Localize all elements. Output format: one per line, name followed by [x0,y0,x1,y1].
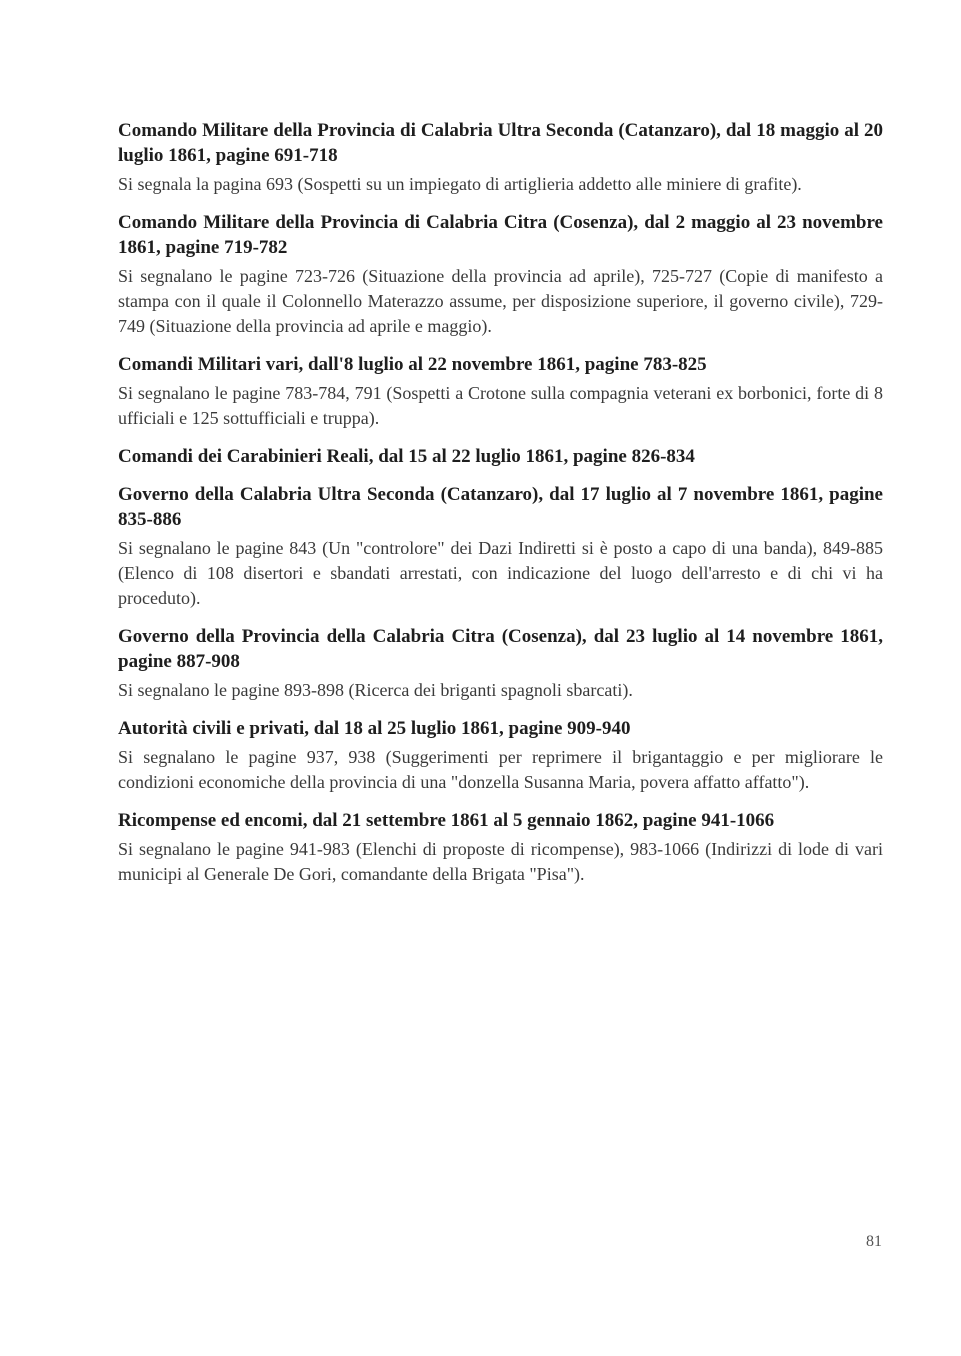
archive-entry [118,118,883,197]
entry-title: Comando Militare della Provincia di Calabria Citra (Cosenza), dal 2 maggio al 23 novembre 1861, pagine 719-782 [118,212,883,258]
archive-entry [118,624,883,703]
archive-entry [118,482,883,611]
entry-description: Si segnalano le pagine 843 (Un "controlore" dei Dazi Indiretti si è posto a capo di una banda), 849-885 (Elenco di 108 disertori e sbandati arrestati, con indicazione del luogo dell'arresto e di chi vi ha proceduto). [118,538,883,608]
entry-description: Si segnala la pagina 693 (Sospetti su un impiegato di artiglieria addetto alle miniere di grafite). [118,174,802,194]
entry-title: Comandi Militari vari, dall'8 luglio al 22 novembre 1861, pagine 783-825 [118,354,707,375]
entry-title: Ricompense ed encomi, dal 21 settembre 1861 al 5 gennaio 1862, pagine 941-1066 [118,810,775,831]
entry-title: Governo della Provincia della Calabria Citra (Cosenza), dal 23 luglio al 14 novembre 1861, pagine 887-908 [118,626,883,672]
archive-entry [118,444,883,469]
archive-entry [118,352,883,431]
archive-entry [118,716,883,795]
entry-description: Si segnalano le pagine 941-983 (Elenchi di proposte di ricompense), 983-1066 (Indirizzi di lode di vari municipi al Generale De Gori, comandante della Brigata "Pisa"). [118,839,883,884]
entry-title: Comandi dei Carabinieri Reali, dal 15 al 22 luglio 1861, pagine 826-834 [118,446,695,467]
archive-entry [118,210,883,339]
entry-title: Autorità civili e privati, dal 18 al 25 luglio 1861, pagine 909-940 [118,718,631,739]
entry-title: Governo della Calabria Ultra Seconda (Catanzaro), dal 17 luglio al 7 novembre 1861, pagine 835-886 [118,484,883,530]
entry-description: Si segnalano le pagine 783-784, 791 (Sospetti a Crotone sulla compagnia veterani ex borbonici, forte di 8 ufficiali e 125 sottufficiali e truppa). [118,383,883,428]
entry-title: Comando Militare della Provincia di Calabria Ultra Seconda (Catanzaro), dal 18 maggio al 20 luglio 1861, pagine 691-718 [118,120,883,166]
entry-description: Si segnalano le pagine 893-898 (Ricerca dei briganti spagnoli sbarcati). [118,680,633,700]
page-number: 81 [866,1233,882,1250]
archive-entry [118,808,883,887]
entry-description: Si segnalano le pagine 937, 938 (Suggerimenti per reprimere il brigantaggio e per migliorare le condizioni economiche della provincia di una "donzella Susanna Maria, povera affatto affatto"). [118,747,883,792]
entry-description: Si segnalano le pagine 723-726 (Situazione della provincia ad aprile), 725-727 (Copie di manifesto a stampa con il quale il Colonnello Materazzo assume, per disposizione superiore, il governo civile), 729-749 (Situazione della provincia ad aprile e maggio). [118,266,883,336]
page-content [118,118,883,900]
